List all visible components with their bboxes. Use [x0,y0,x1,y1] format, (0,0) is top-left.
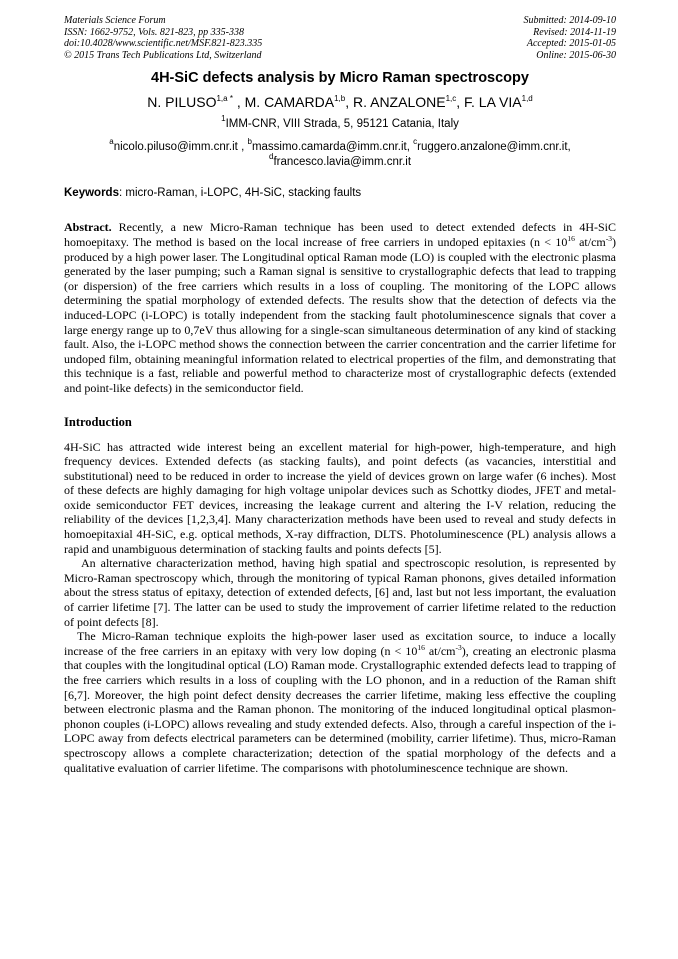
abstract-text: ) produced by a high power laser. The Longitudinal optical Raman mode (LO) is coupled with the electronic plasma generated by the laser pumping; such a Raman signal is sensitive to crystallographic defects that lead to trapping (or dispersion) of the free carriers which results in a loss of coupling. The monitoring of the LOPC allows determining the spatial morphology of extended defects. The results show that the detection of defects via the induced-LOPC (i-LOPC) is totally independent from the stacking fault photoluminescence signals that cover a large energy range up to 0,7eV thus allowing for a single-scan simultaneous determination of any kind of stacking fault. Also, the i-LOPC method shows the connection between the carrier concentration and the carrier lifetime for undoped film, obtaining meaningful information related to electrical properties of the film, and demonstrating that this technique is a fast, reliable and powerful method to characterize most of crystallographic defects (extended and point-like defects) in the semiconductor field. [64,234,617,395]
journal-header [64,0,616,61]
email-link[interactable]: ruggero.anzalone@imm.cnr.it [417,141,568,154]
author-affiliation-mark: 1,b [334,94,346,104]
email-mark: b [247,137,252,147]
affiliation [64,114,616,132]
email-mark: a [109,137,114,147]
abstract-text: Recently, a new Micro-Raman technique has been used to detect extended defects in 4H-SiC homoepitaxy. The method is based on the local increase of free carriers in undoped epitaxies (n < 10 [64,220,616,249]
affiliation-text: IMM-CNR, VIII Strada, 5, 95121 Catania, Italy [225,118,459,131]
email-link[interactable]: massimo.camarda@imm.cnr.it [251,141,407,154]
date-submitted: Submitted: 2014-09-10 [523,15,616,26]
email-separator: , [406,141,414,154]
abstract-superscript: -3 [605,233,613,243]
date-online: Online: 2015-06-30 [536,49,616,61]
keywords-text: : micro-Raman, i-LOPC, 4H-SiC, stacking faults [118,187,362,200]
introduction-paragraph [64,629,616,775]
journal-issn: ISSN: 1662-9752, Vols. 821-823, pp 335-338 [64,26,244,38]
abstract-superscript: 16 [567,233,575,243]
publication-dates [524,15,617,61]
abstract-label: Abstract. [64,220,112,235]
paragraph-superscript: 16 [417,642,425,652]
author-name: R. ANZALONE [352,94,446,111]
paper-title: 4H-SiC defects analysis by Micro Raman spectroscopy [151,70,529,87]
affiliation-mark: 1 [221,114,226,124]
date-accepted: Accepted: 2015-01-05 [526,38,616,50]
author-separator: , [232,94,245,111]
journal-copyright: © 2015 Trans Tech Publications Ltd, Switzerland [64,49,262,61]
paragraph-text: ), creating an electronic plasma that couples with the longitudinal optical (LO) Raman mode. Crystallographic extended defects lead to trapping of the free carriers which results in a loss of coupling with the LO phonon, and in a reduction of the Raman shift [6,7]. Moreover, the high point defect density decreases the carrier lifetime, making less effective the coupling between electronic plasma and the Raman phonon. The monitoring of the induced longitudinal optical plasmon-phonon couples (i-LOPC) allows revealing and study extended defects. Also, through a careful inspection of the i-LOPC away from defects electrical parameters can be determined (mobility, carrier lifetime). Thus, micro-Raman spectroscopy allows a complete characterization; detection of the spatial morphology of the defects and a qualitative evaluation of carrier lifetime. The comparisons with photoluminescence technique are shown. [64,643,616,775]
author-affiliation-mark: 1,d [521,94,533,104]
author-separator: , [456,94,465,111]
keywords [64,186,616,201]
email-list [64,137,616,169]
introduction-paragraph: An alternative characterization method, having high spatial and spectroscopic resolution, is represented by Micro-Raman spectroscopy which, through the monitoring of typical Raman phonons, gives detailed information about the stress status of epitaxy, detection of extended defects, [6] and, last but not less important, the evaluation of carrier lifetime [7]. The latter can be used to study the improvement of carrier lifetime related to the reduction of point defects [8]. [64,556,616,629]
keywords-label: Keywords [64,187,119,200]
paragraph-text: The Micro-Raman technique exploits the high-power laser used as excitation source, to induce a locally increase of the free carriers in an epitaxy with very low doping (n < 10 [64,629,616,658]
email-separator: , [237,141,248,154]
introduction-body [64,440,616,776]
abstract-text: at/cm [574,234,606,249]
abstract [64,220,616,395]
email-mark: c [413,137,418,147]
email-link[interactable]: francesco.lavia@imm.cnr.it [273,155,412,168]
author-name: M. CAMARDA [244,94,335,111]
email-link[interactable]: nicolo.piluso@imm.cnr.it [113,141,238,154]
email-separator: , [567,141,571,154]
journal-name: Materials Science Forum [64,15,166,26]
section-heading-introduction: Introduction [64,414,132,429]
introduction-paragraph: 4H-SiC has attracted wide interest being an excellent material for high-power, high-temperature, and high frequency devices. Extended defects (as stacking faults), and point defects (as vacancies, interstitial and substitutional) need to be reduced in order to increase the yield of devices grown on large wafer (6 inches). Most of these defects are highly damaging for high voltage unipolar devices such as Schottky diodes, JFET and metal-oxide semiconductor FET devices, increasing the leakage current and altering the I-V relation, reducing the reliability of the devices [1,2,3,4]. Many characterization methods have been used to reveal and study defects in homoepitaxial 4H-SiC, e.g. optical methods, X-ray diffraction, DLTS. Photoluminescence (PL) analysis allows a rapid and unambiguous determination of stacking faults and points defects [5]. [64,439,616,556]
author-list [64,93,616,111]
paragraph-text: at/cm [424,643,456,658]
author-affiliation-mark: 1,a * [216,94,233,104]
author-name: N. PILUSO [147,94,217,111]
journal-info [64,15,262,61]
journal-doi: doi:10.4028/www.scientific.net/MSF.821-823.335 [64,38,263,50]
email-mark: d [268,151,274,161]
author-affiliation-mark: 1,c [445,94,457,104]
paragraph-superscript: -3 [455,642,462,652]
author-name: F. LA VIA [464,94,522,111]
date-revised: Revised: 2014-11-19 [533,26,616,38]
author-separator: , [345,94,353,111]
